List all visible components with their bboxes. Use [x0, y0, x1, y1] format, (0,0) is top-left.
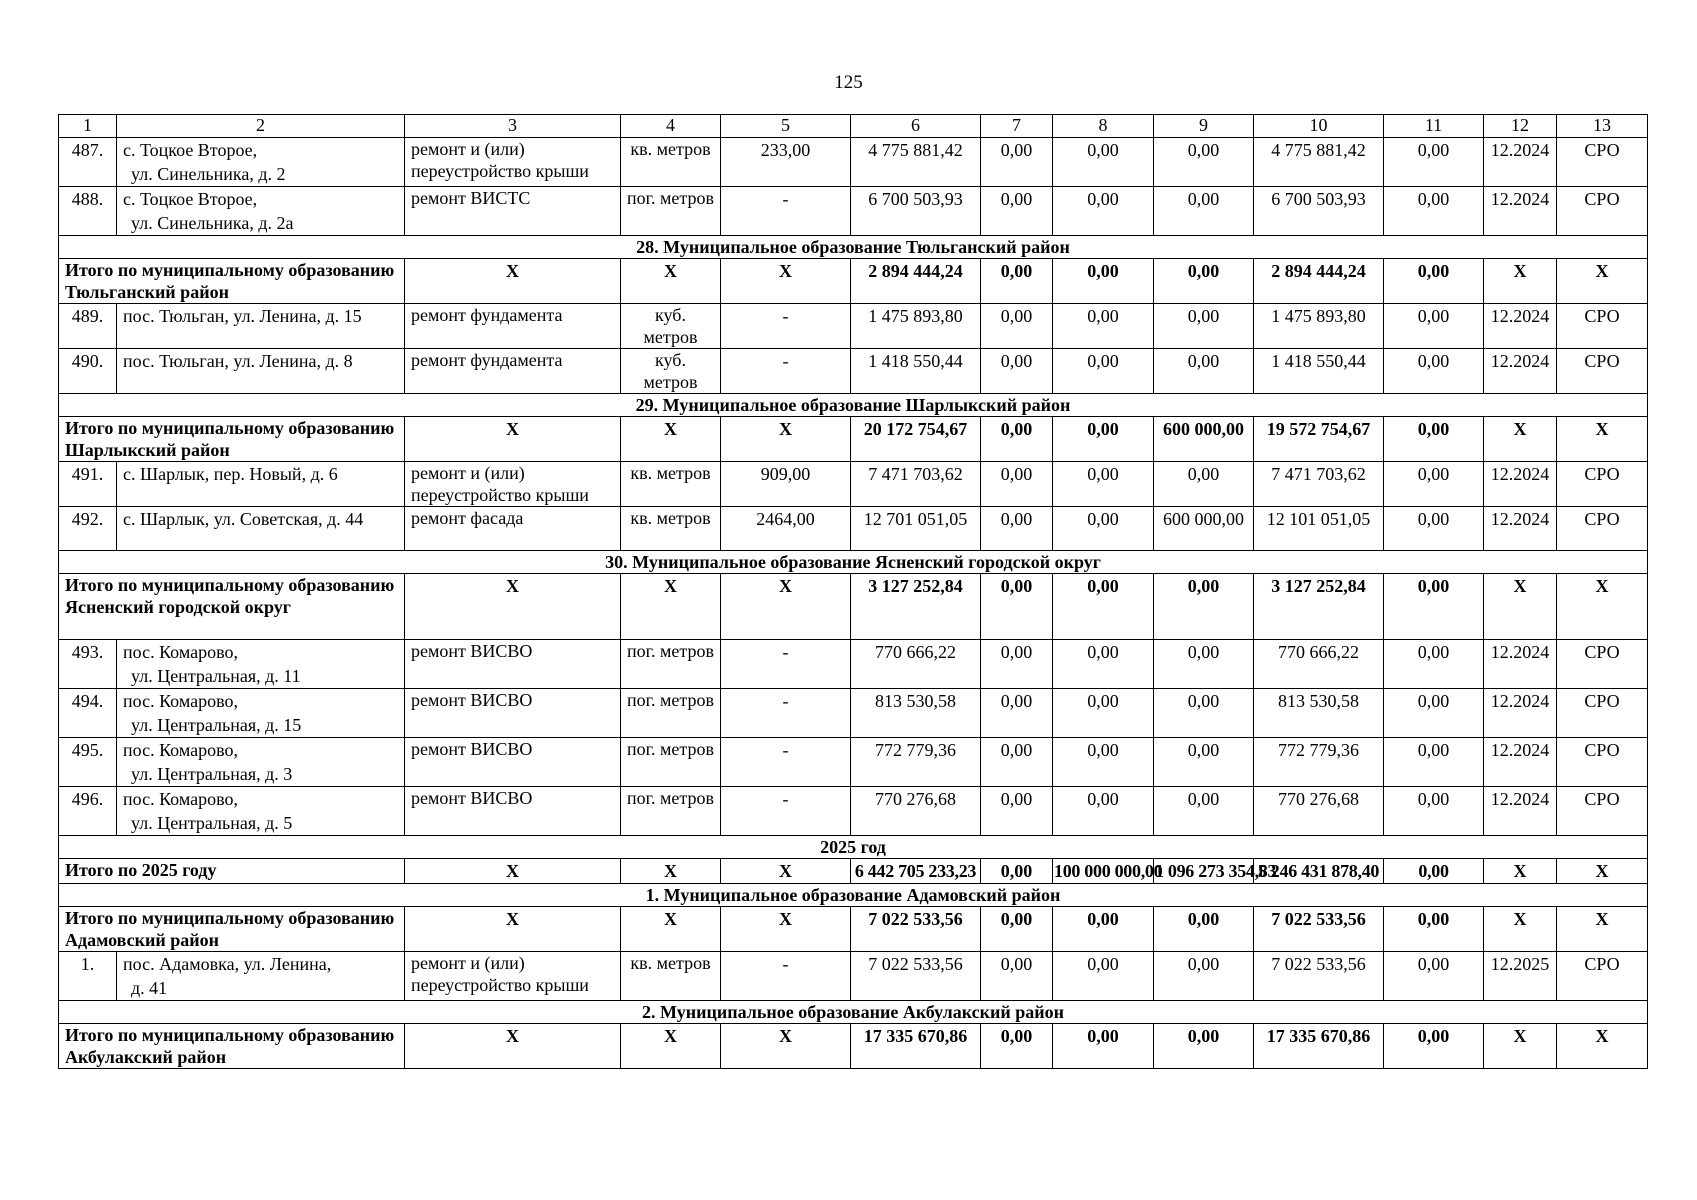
total-cell: X [621, 907, 721, 952]
table-cell: 1 418 550,44 [851, 349, 981, 394]
table-cell [117, 187, 405, 236]
total-cell: X [621, 417, 721, 462]
table-cell: пог. метров [621, 640, 721, 689]
table-cell: 0,00 [1384, 952, 1484, 1001]
table-cell: 0,00 [1053, 689, 1154, 738]
table-cell: СРО [1557, 138, 1648, 187]
table-cell: 909,00 [721, 462, 851, 507]
table-cell [117, 689, 405, 738]
total-cell: X [621, 1024, 721, 1069]
table-cell: СРО [1557, 462, 1648, 507]
table-cell: 0,00 [1053, 640, 1154, 689]
total-cell: 600 000,00 [1154, 417, 1254, 462]
table-cell: 0,00 [981, 952, 1053, 1001]
table-cell: 0,00 [1053, 138, 1154, 187]
table-cell: - [721, 689, 851, 738]
table-cell: 0,00 [1053, 462, 1154, 507]
total-cell: 0,00 [1154, 259, 1254, 304]
total-cell: 0,00 [981, 259, 1053, 304]
column-number: 12 [1484, 115, 1557, 138]
table-cell: куб. метров [621, 304, 721, 349]
table-row [59, 787, 1648, 836]
table-cell: ремонт и (или) переустройство крыши [405, 952, 621, 1001]
total-cell: X [1484, 859, 1557, 884]
column-number-row [59, 115, 1648, 138]
table-cell: 0,00 [1384, 640, 1484, 689]
table-cell: - [721, 304, 851, 349]
table-cell: 0,00 [1154, 349, 1254, 394]
total-cell: 0,00 [1154, 574, 1254, 640]
total-cell: X [721, 1024, 851, 1069]
column-number: 11 [1384, 115, 1484, 138]
column-number: 1 [59, 115, 117, 138]
column-number: 9 [1154, 115, 1254, 138]
table-cell: 12.2024 [1484, 689, 1557, 738]
total-cell: X [1557, 574, 1648, 640]
total-cell: 0,00 [1053, 574, 1154, 640]
table-cell: 6 700 503,93 [851, 187, 981, 236]
address-line: д. 41 [131, 978, 168, 998]
table-cell: 0,00 [1154, 689, 1254, 738]
table-cell: 0,00 [1154, 738, 1254, 787]
table-cell: 0,00 [1053, 507, 1154, 551]
table-cell: 233,00 [721, 138, 851, 187]
district-total-row [59, 1024, 1648, 1069]
total-cell: X [1557, 907, 1648, 952]
table-cell: 0,00 [1154, 787, 1254, 836]
total-cell: 0,00 [1384, 1024, 1484, 1069]
table-cell: пог. метров [621, 738, 721, 787]
total-cell: X [1557, 417, 1648, 462]
table-cell [117, 738, 405, 787]
total-cell: 17 335 670,86 [1254, 1024, 1384, 1069]
table-cell: 12.2024 [1484, 187, 1557, 236]
table-cell: - [721, 640, 851, 689]
table-cell: 1 418 550,44 [1254, 349, 1384, 394]
total-cell: X [1557, 259, 1648, 304]
table-cell: ремонт фундамента [405, 304, 621, 349]
total-cell: 0,00 [981, 859, 1053, 884]
table-row [59, 349, 1648, 394]
table-cell: 12.2024 [1484, 462, 1557, 507]
table-cell: 491. [59, 462, 117, 507]
total-cell: 20 172 754,67 [851, 417, 981, 462]
table-cell: СРО [1557, 349, 1648, 394]
table-cell: 0,00 [1154, 640, 1254, 689]
total-cell: X [1484, 907, 1557, 952]
table-cell: 0,00 [981, 738, 1053, 787]
table-cell: 2464,00 [721, 507, 851, 551]
table-cell: 813 530,58 [851, 689, 981, 738]
capital-repair-table [58, 114, 1648, 1069]
total-cell: X [1484, 1024, 1557, 1069]
table-cell: пос. Тюльган, ул. Ленина, д. 8 [117, 349, 405, 394]
table-cell: 0,00 [981, 187, 1053, 236]
total-cell: 3 127 252,84 [1254, 574, 1384, 640]
table-cell [117, 787, 405, 836]
total-cell: 0,00 [1384, 417, 1484, 462]
section-title: 30. Муниципальное образование Ясненский городской округ [59, 551, 1648, 574]
year-total-row [59, 859, 1648, 884]
table-cell: ремонт и (или) переустройство крыши [405, 138, 621, 187]
table-cell: ремонт ВИСВО [405, 738, 621, 787]
district-total-row [59, 417, 1648, 462]
table-cell: 0,00 [981, 349, 1053, 394]
table-cell: ремонт ВИСТС [405, 187, 621, 236]
address-line: пос. Комарово, [123, 789, 238, 809]
table-cell: - [721, 738, 851, 787]
section-header-row [59, 836, 1648, 859]
table-cell: 0,00 [1384, 304, 1484, 349]
table-cell: ремонт ВИСВО [405, 689, 621, 738]
table-cell: ремонт и (или) переустройство крыши [405, 462, 621, 507]
total-cell: X [721, 417, 851, 462]
table-cell: 12.2024 [1484, 304, 1557, 349]
table-row [59, 689, 1648, 738]
total-cell: 0,00 [981, 574, 1053, 640]
address-line: ул. Синельника, д. 2 [131, 164, 286, 184]
table-cell: СРО [1557, 507, 1648, 551]
table-cell: 493. [59, 640, 117, 689]
table-cell: 12 101 051,05 [1254, 507, 1384, 551]
table-cell: 772 779,36 [851, 738, 981, 787]
table-cell: - [721, 187, 851, 236]
total-cell: 0,00 [981, 1024, 1053, 1069]
table-cell: 487. [59, 138, 117, 187]
table-cell: 12.2024 [1484, 640, 1557, 689]
table-cell: СРО [1557, 787, 1648, 836]
table-cell: пог. метров [621, 787, 721, 836]
total-label: Итого по муниципальному образованию Тюльганский район [59, 259, 405, 304]
table-cell: 0,00 [1053, 787, 1154, 836]
total-cell: 2 894 444,24 [1254, 259, 1384, 304]
total-label: Итого по муниципальному образованию Акбулакский район [59, 1024, 405, 1069]
table-cell: 0,00 [1154, 187, 1254, 236]
section-title: 28. Муниципальное образование Тюльганский район [59, 236, 1648, 259]
table-cell: 772 779,36 [1254, 738, 1384, 787]
table-cell: 4 775 881,42 [851, 138, 981, 187]
total-cell: 7 022 533,56 [851, 907, 981, 952]
table-cell: 0,00 [981, 462, 1053, 507]
section-header-row [59, 551, 1648, 574]
district-total-row [59, 574, 1648, 640]
table-cell: 1. [59, 952, 117, 1001]
table-cell: 489. [59, 304, 117, 349]
table-cell: СРО [1557, 738, 1648, 787]
total-cell: 0,00 [1154, 907, 1254, 952]
table-row [59, 304, 1648, 349]
total-cell: X [405, 1024, 621, 1069]
table-cell: 0,00 [1053, 304, 1154, 349]
section-title: 1. Муниципальное образование Адамовский район [59, 884, 1648, 907]
total-cell: 0,00 [1384, 259, 1484, 304]
table-cell [117, 138, 405, 187]
address-line: пос. Комарово, [123, 740, 238, 760]
address-line: с. Тоцкое Второе, [123, 140, 258, 160]
total-cell: 0,00 [1154, 1024, 1254, 1069]
table-cell: СРО [1557, 689, 1648, 738]
total-cell: 0,00 [1053, 259, 1154, 304]
table-cell: ремонт ВИСВО [405, 640, 621, 689]
table-cell: СРО [1557, 640, 1648, 689]
table-cell: 0,00 [981, 640, 1053, 689]
table-cell: 0,00 [1384, 138, 1484, 187]
page-number: 125 [834, 72, 863, 93]
table-cell: 0,00 [981, 138, 1053, 187]
table-cell: с. Шарлык, ул. Советская, д. 44 [117, 507, 405, 551]
total-cell: 0,00 [981, 417, 1053, 462]
table-cell [117, 952, 405, 1001]
table-cell: 770 276,68 [1254, 787, 1384, 836]
address-line: ул. Синельника, д. 2а [131, 213, 294, 233]
table-cell: 0,00 [1384, 462, 1484, 507]
table-cell: 770 276,68 [851, 787, 981, 836]
section-header-row [59, 884, 1648, 907]
table-cell: 7 471 703,62 [851, 462, 981, 507]
total-cell: X [621, 574, 721, 640]
total-cell: X [621, 259, 721, 304]
total-cell: 0,00 [1384, 574, 1484, 640]
total-cell: X [1557, 1024, 1648, 1069]
table-cell: 0,00 [1053, 952, 1154, 1001]
table-cell: СРО [1557, 304, 1648, 349]
column-number: 5 [721, 115, 851, 138]
district-total-row [59, 259, 1648, 304]
column-number: 4 [621, 115, 721, 138]
table-cell: СРО [1557, 952, 1648, 1001]
total-cell: 0,00 [1053, 417, 1154, 462]
table-cell: 0,00 [1154, 304, 1254, 349]
address-line: пос. Комарово, [123, 642, 238, 662]
total-cell: 5 246 431 878,40 [1254, 859, 1384, 884]
total-cell: X [405, 574, 621, 640]
table-row [59, 738, 1648, 787]
table-cell: 492. [59, 507, 117, 551]
table-body [59, 115, 1648, 1069]
column-number: 6 [851, 115, 981, 138]
total-label: Итого по муниципальному образованию Адамовский район [59, 907, 405, 952]
total-cell: X [1484, 417, 1557, 462]
table-cell: ремонт ВИСВО [405, 787, 621, 836]
address-line: ул. Центральная, д. 11 [131, 666, 301, 686]
table-cell: пос. Тюльган, ул. Ленина, д. 15 [117, 304, 405, 349]
total-cell: X [721, 859, 851, 884]
table-cell: - [721, 787, 851, 836]
total-cell: 0,00 [1384, 907, 1484, 952]
table-cell: 770 666,22 [851, 640, 981, 689]
total-label: Итого по муниципальному образованию Шарлыкский район [59, 417, 405, 462]
total-cell: X [721, 574, 851, 640]
table-cell: 488. [59, 187, 117, 236]
total-cell: X [1484, 574, 1557, 640]
total-cell: X [405, 907, 621, 952]
table-cell: 7 022 533,56 [851, 952, 981, 1001]
table-row [59, 640, 1648, 689]
total-cell: X [405, 859, 621, 884]
table-cell: куб. метров [621, 349, 721, 394]
table-cell: 6 700 503,93 [1254, 187, 1384, 236]
total-cell: 7 022 533,56 [1254, 907, 1384, 952]
total-cell: X [405, 417, 621, 462]
table-cell: 12.2024 [1484, 738, 1557, 787]
total-cell: 19 572 754,67 [1254, 417, 1384, 462]
total-cell: 6 442 705 233,23 [851, 859, 981, 884]
column-number: 2 [117, 115, 405, 138]
table-cell [117, 640, 405, 689]
total-cell: 0,00 [1053, 907, 1154, 952]
table-cell: 7 471 703,62 [1254, 462, 1384, 507]
table-cell: 0,00 [1154, 462, 1254, 507]
table-cell: - [721, 952, 851, 1001]
table-row [59, 187, 1648, 236]
table-cell: 0,00 [1384, 349, 1484, 394]
total-label: Итого по муниципальному образованию Ясненский городской округ [59, 574, 405, 640]
total-cell: X [721, 259, 851, 304]
table-cell: кв. метров [621, 138, 721, 187]
table-cell: 0,00 [981, 304, 1053, 349]
total-cell: X [1484, 259, 1557, 304]
table-cell: 0,00 [1154, 952, 1254, 1001]
address-line: ул. Центральная, д. 3 [131, 764, 293, 784]
total-cell: 3 127 252,84 [851, 574, 981, 640]
table-cell: 12.2024 [1484, 507, 1557, 551]
table-cell: 7 022 533,56 [1254, 952, 1384, 1001]
table-cell: 490. [59, 349, 117, 394]
section-header-row [59, 236, 1648, 259]
table-cell: 12.2024 [1484, 349, 1557, 394]
table-cell: 0,00 [1384, 187, 1484, 236]
total-cell: 0,00 [1384, 859, 1484, 884]
table-cell: кв. метров [621, 507, 721, 551]
column-number: 8 [1053, 115, 1154, 138]
table-cell: пог. метров [621, 187, 721, 236]
table-cell: пог. метров [621, 689, 721, 738]
table-cell: 0,00 [1384, 507, 1484, 551]
table-cell: 1 475 893,80 [1254, 304, 1384, 349]
total-cell: 1 096 273 354,83 [1154, 859, 1254, 884]
table-cell: 12.2024 [1484, 787, 1557, 836]
section-title: 29. Муниципальное образование Шарлыкский район [59, 394, 1648, 417]
table-cell: 0,00 [1384, 738, 1484, 787]
table-cell: кв. метров [621, 462, 721, 507]
table-cell: ремонт фасада [405, 507, 621, 551]
table-cell: 770 666,22 [1254, 640, 1384, 689]
section-title: 2. Муниципальное образование Акбулакский район [59, 1001, 1648, 1024]
section-title: 2025 год [59, 836, 1648, 859]
table-cell: 813 530,58 [1254, 689, 1384, 738]
table-cell: 0,00 [1384, 787, 1484, 836]
address-line: ул. Центральная, д. 5 [131, 813, 293, 833]
total-label: Итого по 2025 году [59, 859, 405, 884]
table-cell: 12.2024 [1484, 138, 1557, 187]
table-cell: 0,00 [1053, 349, 1154, 394]
address-line: пос. Адамовка, ул. Ленина, [123, 954, 332, 974]
table-cell: ремонт фундамента [405, 349, 621, 394]
column-number: 3 [405, 115, 621, 138]
table-cell: СРО [1557, 187, 1648, 236]
table-cell: 12 701 051,05 [851, 507, 981, 551]
total-cell: 0,00 [981, 907, 1053, 952]
table-cell: - [721, 349, 851, 394]
table-cell: 0,00 [1384, 689, 1484, 738]
table-cell: 12.2025 [1484, 952, 1557, 1001]
table-cell: 1 475 893,80 [851, 304, 981, 349]
table-row [59, 507, 1648, 551]
total-cell: 0,00 [1053, 1024, 1154, 1069]
address-line: ул. Центральная, д. 15 [131, 715, 302, 735]
table-cell: 4 775 881,42 [1254, 138, 1384, 187]
total-cell: 2 894 444,24 [851, 259, 981, 304]
column-number: 7 [981, 115, 1053, 138]
table-cell: 0,00 [981, 507, 1053, 551]
table-cell: 496. [59, 787, 117, 836]
table-cell: 0,00 [981, 689, 1053, 738]
column-number: 13 [1557, 115, 1648, 138]
table-cell: 495. [59, 738, 117, 787]
table-cell: 0,00 [1053, 187, 1154, 236]
table-row [59, 462, 1648, 507]
section-header-row [59, 394, 1648, 417]
table-cell: 494. [59, 689, 117, 738]
total-cell: 100 000 000,00 [1053, 859, 1154, 884]
district-total-row [59, 907, 1648, 952]
address-line: пос. Комарово, [123, 691, 238, 711]
column-number: 10 [1254, 115, 1384, 138]
total-cell: X [721, 907, 851, 952]
total-cell: X [1557, 859, 1648, 884]
table-cell: 0,00 [981, 787, 1053, 836]
total-cell: X [405, 259, 621, 304]
total-cell: X [621, 859, 721, 884]
table-row [59, 138, 1648, 187]
table-cell: 600 000,00 [1154, 507, 1254, 551]
section-header-row [59, 1001, 1648, 1024]
table-row [59, 952, 1648, 1001]
table-cell: кв. метров [621, 952, 721, 1001]
table-cell: 0,00 [1053, 738, 1154, 787]
table-cell: 0,00 [1154, 138, 1254, 187]
table-cell: с. Шарлык, пер. Новый, д. 6 [117, 462, 405, 507]
total-cell: 17 335 670,86 [851, 1024, 981, 1069]
address-line: с. Тоцкое Второе, [123, 189, 258, 209]
